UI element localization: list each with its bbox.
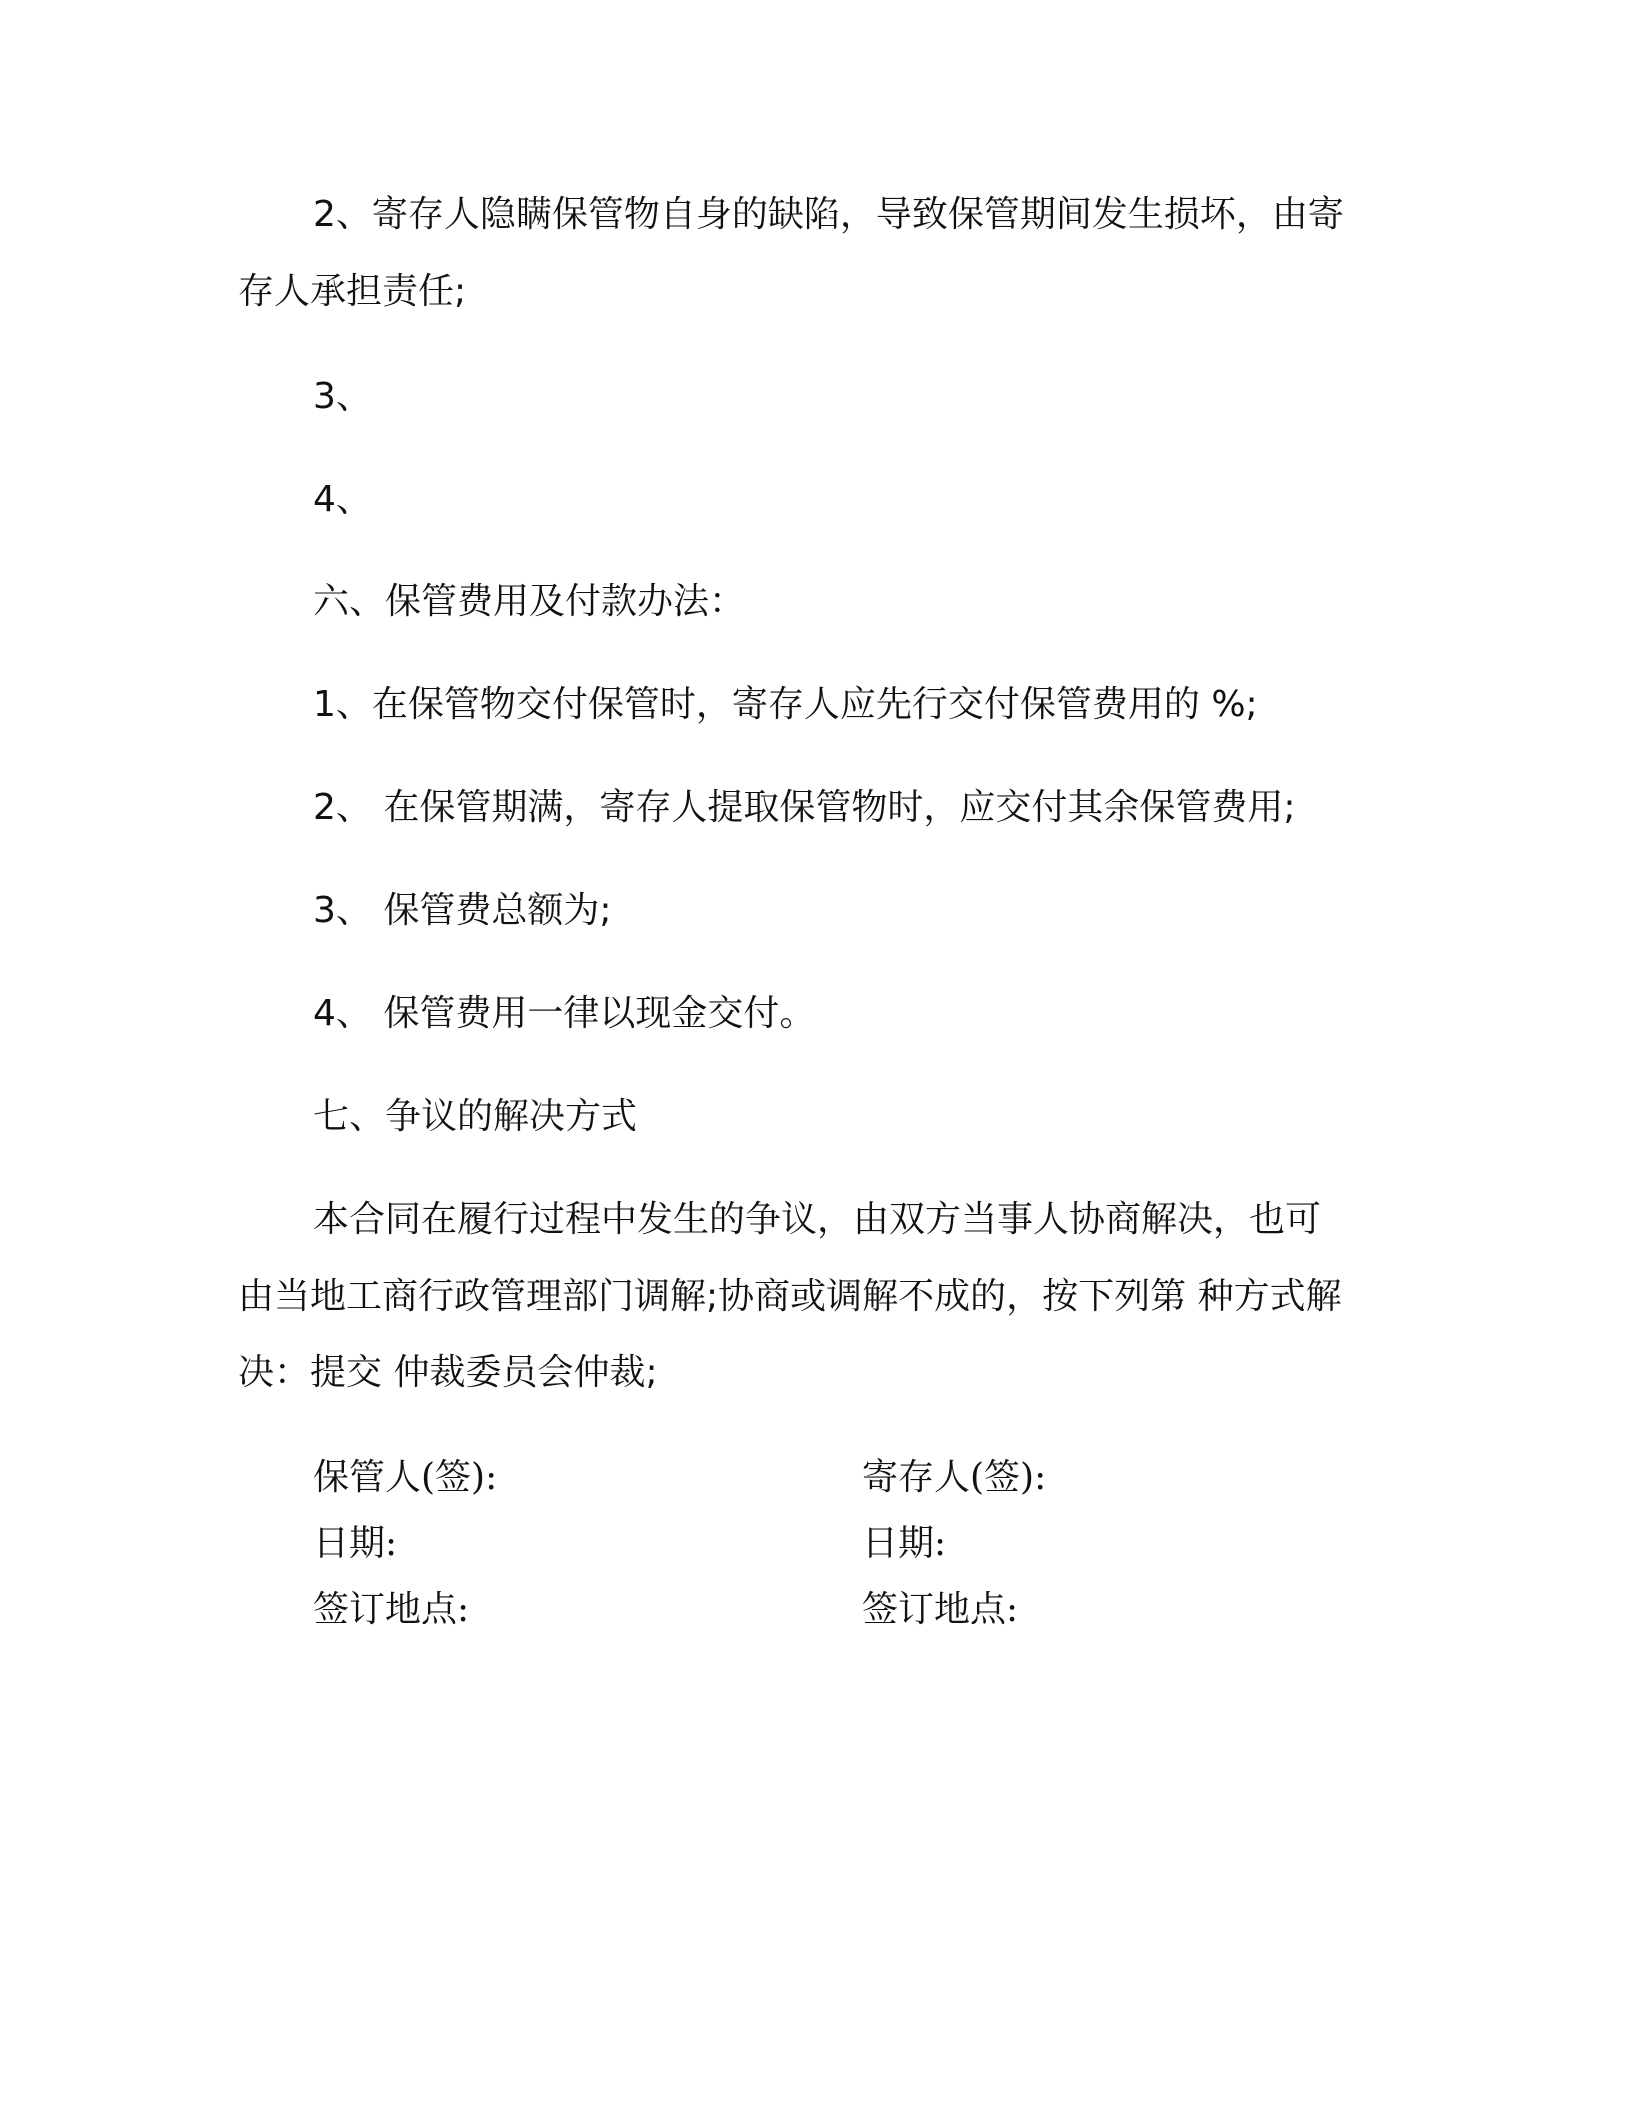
paragraph-line: 本合同在履行过程中发生的争议，由双方当事人协商解决，也可 [313,1199,1322,1240]
section-heading: 六、保管费用及付款办法： [313,581,746,622]
paragraph-line: 决：提交 仲裁委员会仲裁; [238,1352,658,1393]
section-heading: 七、争议的解决方式 [313,1096,638,1137]
paragraph-line: 2、寄存人隐瞒保管物自身的缺陷，导致保管期间发生损坏，由寄 [313,194,1344,235]
place-label-right: 签订地点: [862,1589,1019,1630]
paragraph-line: 由当地工商行政管理部门调解;协商或调解不成的，按下列第 种方式解 [238,1276,1342,1317]
list-item: 4、 [313,479,372,520]
signer-label-right: 寄存人(签): [862,1457,1047,1498]
list-item: 3、 [313,376,372,417]
paragraph-line: 存人承担责任; [238,271,467,312]
list-item: 2、 在保管期满，寄存人提取保管物时，应交付其余保管费用; [313,787,1296,828]
list-item: 1、在保管物交付保管时，寄存人应先行交付保管费用的 %; [313,684,1258,725]
signer-label-left: 保管人(签): [313,1457,498,1498]
list-item: 3、 保管费总额为; [313,890,612,931]
list-item: 4、 保管费用一律以现金交付。 [313,993,816,1034]
date-label-right: 日期: [862,1523,947,1564]
date-label-left: 日期: [313,1523,398,1564]
place-label-left: 签订地点: [313,1589,470,1630]
